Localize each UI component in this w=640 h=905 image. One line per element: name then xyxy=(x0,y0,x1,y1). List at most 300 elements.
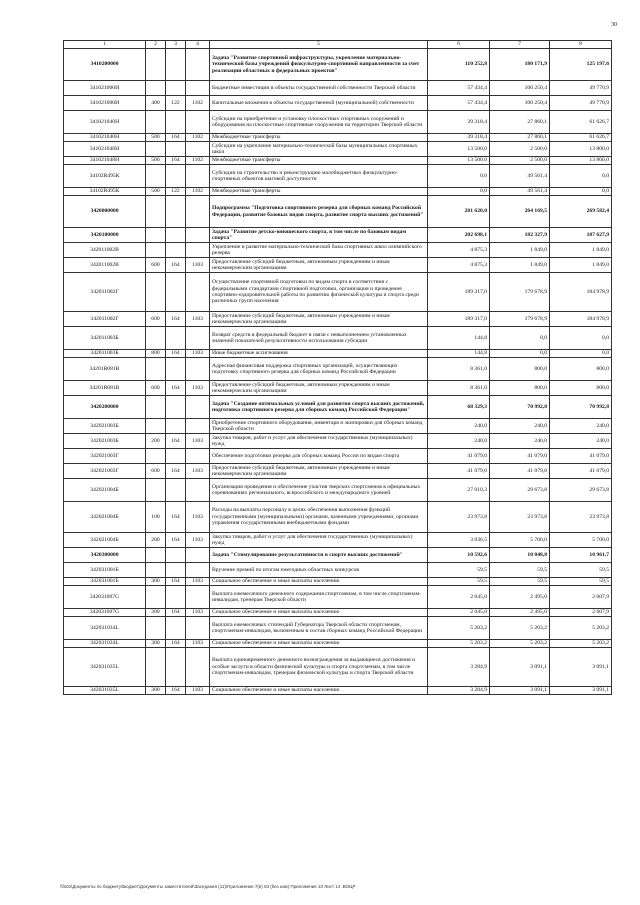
row-value-2020-cell: 3 091,1 xyxy=(550,687,612,695)
row-code-cell: 342031034L xyxy=(64,617,146,640)
row-value-2020-cell: 184 978,9 xyxy=(550,273,612,312)
row-value-2018-cell: 13 500,0 xyxy=(428,157,490,165)
row-col4-cell xyxy=(186,479,210,502)
row-col4-cell xyxy=(186,449,210,464)
row-code-cell: 342011003Б xyxy=(64,350,146,358)
row-name-cell: Субсидии на приобретение и установку плоскостных спортивных сооружений и оборудования на плоскостные спортивные сооружения на территории Тверской области xyxy=(210,111,428,134)
row-value-2019-cell: 5 700,0 xyxy=(490,533,550,548)
row-col4-cell: 1103 xyxy=(186,502,210,533)
row-col3-cell: 164 xyxy=(166,464,186,479)
row-value-2019-cell: 59,5 xyxy=(490,563,550,578)
row-col4-cell xyxy=(186,142,210,157)
row-col3-cell: 164 xyxy=(166,312,186,327)
row-code-cell: 3410200000 xyxy=(64,49,146,81)
row-value-2020-cell: 184 978,9 xyxy=(550,312,612,327)
row-col2-cell: 600 xyxy=(146,381,166,396)
row-name-cell: Предоставление субсидий бюджетным, автономным учреждениям и иным некоммерческим организациям xyxy=(210,312,428,327)
row-code-cell: 342031001Б xyxy=(64,578,146,586)
row-value-2020-cell: 41 079,0 xyxy=(550,449,612,464)
row-col3-cell: 164 xyxy=(166,434,186,449)
row-col4-cell xyxy=(186,358,210,381)
table-body xyxy=(64,41,612,695)
row-col3-cell: 164 xyxy=(166,381,186,396)
row-col4-cell xyxy=(186,273,210,312)
row-value-2018-cell: 68 329,3 xyxy=(428,396,490,419)
row-code-cell: 342011002Г xyxy=(64,273,146,312)
row-code-cell: 342021004Б xyxy=(64,533,146,548)
table-row xyxy=(64,548,612,563)
row-col2-cell xyxy=(146,273,166,312)
row-code-cell: 342031034L xyxy=(64,640,146,648)
row-col3-cell xyxy=(166,563,186,578)
row-code-cell: 341021040Н xyxy=(64,111,146,134)
row-col2-cell xyxy=(146,563,166,578)
row-value-2020-cell: 59,5 xyxy=(550,578,612,586)
row-name-cell: Субсидии на строительство и реконструкцию малобюджетных физкультурно-спортивных объектов шаговой доступности xyxy=(210,165,428,188)
row-value-2020-cell: 2 607,9 xyxy=(550,609,612,617)
row-value-2019-cell: 182 327,9 xyxy=(490,228,550,243)
row-value-2019-cell: 5 203,2 xyxy=(490,617,550,640)
row-col3-cell xyxy=(166,548,186,563)
row-code-cell: 341021000И xyxy=(64,96,146,111)
row-col3-cell xyxy=(166,273,186,312)
row-value-2020-cell: 23 973,8 xyxy=(550,502,612,533)
row-value-2019-cell: 2 500,0 xyxy=(490,157,550,165)
row-col2-cell: 200 xyxy=(146,533,166,548)
row-value-2019-cell: 10 848,8 xyxy=(490,548,550,563)
row-value-2018-cell: 0,0 xyxy=(428,165,490,188)
row-col2-cell xyxy=(146,196,166,228)
row-name-cell: Иные бюджетные ассигнования xyxy=(210,350,428,358)
row-col3-cell xyxy=(166,228,186,243)
row-value-2020-cell: 13 800,0 xyxy=(550,142,612,157)
row-value-2020-cell: 240,0 xyxy=(550,434,612,449)
row-value-2020-cell: 3 091,1 xyxy=(550,648,612,687)
row-value-2018-cell: 240,0 xyxy=(428,434,490,449)
row-col4-cell xyxy=(186,49,210,81)
row-col4-cell: 1103 xyxy=(186,609,210,617)
header-cell: 2 xyxy=(146,41,166,49)
row-value-2018-cell: 3 284,9 xyxy=(428,648,490,687)
row-value-2018-cell: 0,0 xyxy=(428,188,490,196)
row-code-cell: 342021003Г xyxy=(64,449,146,464)
row-col2-cell xyxy=(146,419,166,434)
row-code-cell: 341021000И xyxy=(64,81,146,96)
row-code-cell: 342031007G xyxy=(64,609,146,617)
row-col3-cell xyxy=(166,419,186,434)
row-col3-cell xyxy=(166,142,186,157)
row-col4-cell xyxy=(186,419,210,434)
row-col3-cell xyxy=(166,617,186,640)
row-name-cell: Социальное обеспечение и иные выплаты населению xyxy=(210,609,428,617)
row-code-cell: 342021003Б xyxy=(64,419,146,434)
table-row xyxy=(64,96,612,111)
row-col2-cell xyxy=(146,479,166,502)
row-value-2019-cell: 2 495,0 xyxy=(490,586,550,609)
row-value-2019-cell: 49 561,4 xyxy=(490,188,550,196)
table-row xyxy=(64,81,612,96)
row-code-cell: 34102R495К xyxy=(64,188,146,196)
row-value-2018-cell: 202 698,1 xyxy=(428,228,490,243)
row-name-cell: Задача "Развитие детско-юношеского спорта, в том числе по базовым видам спорта" xyxy=(210,228,428,243)
row-col2-cell xyxy=(146,142,166,157)
row-col2-cell: 100 xyxy=(146,502,166,533)
row-col2-cell xyxy=(146,111,166,134)
row-col2-cell: 300 xyxy=(146,687,166,695)
row-col3-cell: 164 xyxy=(166,350,186,358)
row-col4-cell xyxy=(186,327,210,350)
table-row xyxy=(64,533,612,548)
row-value-2018-cell: 240,0 xyxy=(428,419,490,434)
row-value-2020-cell: 70 992,8 xyxy=(550,396,612,419)
table-row xyxy=(64,196,612,228)
row-value-2018-cell: 8 361,0 xyxy=(428,381,490,396)
row-col2-cell xyxy=(146,49,166,81)
row-value-2019-cell: 179 678,9 xyxy=(490,312,550,327)
header-cell: 3 xyxy=(166,41,186,49)
row-code-cell: 342021004Б xyxy=(64,502,146,533)
row-value-2020-cell: 2 607,9 xyxy=(550,586,612,609)
row-col2-cell: 600 xyxy=(146,258,166,273)
row-value-2018-cell: 13 500,0 xyxy=(428,142,490,157)
row-value-2018-cell: 2 045,0 xyxy=(428,609,490,617)
row-value-2018-cell: 41 079,0 xyxy=(428,464,490,479)
row-col3-cell xyxy=(166,358,186,381)
row-col4-cell xyxy=(186,396,210,419)
row-code-cell: 341021040Н xyxy=(64,134,146,142)
table-row xyxy=(64,228,612,243)
row-code-cell: 342011002В xyxy=(64,258,146,273)
row-value-2018-cell: 27 010,3 xyxy=(428,479,490,502)
row-col3-cell xyxy=(166,49,186,81)
row-code-cell: 3420200000 xyxy=(64,396,146,419)
row-value-2018-cell: 5 203,2 xyxy=(428,640,490,648)
table-row xyxy=(64,563,612,578)
row-name-cell: Приобретение спортивного оборудования, инвентаря и экипировки для сборных команд Тверской области xyxy=(210,419,428,434)
row-code-cell: 34201R081В xyxy=(64,381,146,396)
row-col4-cell xyxy=(186,648,210,687)
row-value-2019-cell: 5 203,2 xyxy=(490,640,550,648)
row-value-2019-cell: 100 250,4 xyxy=(490,96,550,111)
row-col4-cell: 1102 xyxy=(186,96,210,111)
row-code-cell: 34201R081В xyxy=(64,358,146,381)
row-value-2018-cell: 144,8 xyxy=(428,327,490,350)
row-value-2018-cell: 189 317,0 xyxy=(428,312,490,327)
row-value-2019-cell: 240,0 xyxy=(490,434,550,449)
table-row xyxy=(64,434,612,449)
row-col2-cell xyxy=(146,617,166,640)
row-value-2018-cell: 4 875,3 xyxy=(428,243,490,258)
row-col4-cell xyxy=(186,586,210,609)
row-col3-cell xyxy=(166,327,186,350)
row-value-2020-cell: 0,0 xyxy=(550,165,612,188)
row-name-cell: Закупка товаров, работ и услуг для обеспечения государственных (муниципальных) нужд xyxy=(210,434,428,449)
row-value-2018-cell: 5 203,2 xyxy=(428,617,490,640)
row-col3-cell: 164 xyxy=(166,687,186,695)
row-value-2019-cell: 800,0 xyxy=(490,381,550,396)
row-col2-cell xyxy=(146,165,166,188)
row-col4-cell: 1103 xyxy=(186,687,210,695)
row-col2-cell xyxy=(146,586,166,609)
table-row xyxy=(64,134,612,142)
row-col3-cell xyxy=(166,196,186,228)
header-cell: 7 xyxy=(490,41,550,49)
row-col3-cell: 164 xyxy=(166,157,186,165)
row-value-2019-cell: 29 673,8 xyxy=(490,479,550,502)
table-row xyxy=(64,648,612,687)
row-value-2019-cell: 2 495,0 xyxy=(490,609,550,617)
header-cell: 6 xyxy=(428,41,490,49)
table-row xyxy=(64,578,612,586)
row-value-2019-cell: 800,0 xyxy=(490,358,550,381)
row-col3-cell: 164 xyxy=(166,578,186,586)
page-number: 30 xyxy=(611,22,617,28)
row-col4-cell: 1103 xyxy=(186,381,210,396)
row-col2-cell: 600 xyxy=(146,464,166,479)
row-col4-cell: 1103 xyxy=(186,640,210,648)
row-name-cell: Выплата единовременного денежного вознаграждения за выдающиеся достижения и особые заслуги в области физической культуры и спорта спортсменам, в том числе спортсменам-инвалидам, тренерам физической культуры и спорта Тверской области xyxy=(210,648,428,687)
row-value-2020-cell: 125 197,6 xyxy=(550,49,612,81)
row-name-cell: Бюджетные инвестиции в объекты государственной собственности Тверской области xyxy=(210,81,428,96)
row-col3-cell xyxy=(166,243,186,258)
row-col2-cell: 300 xyxy=(146,578,166,586)
row-value-2019-cell: 3 091,1 xyxy=(490,687,550,695)
row-value-2019-cell: 59,5 xyxy=(490,578,550,586)
row-col2-cell: 200 xyxy=(146,434,166,449)
table-row xyxy=(64,188,612,196)
row-col4-cell xyxy=(186,196,210,228)
row-value-2019-cell: 0,0 xyxy=(490,350,550,358)
row-name-cell: Осуществление спортивной подготовки по видам спорта в соответствии с федеральными стандартами спортивной подготовки, организация и проведение спортивно-оздоровительной работы по развитию физической культуры и спорта среди различных групп населения xyxy=(210,273,428,312)
row-col4-cell: 1103 xyxy=(186,434,210,449)
row-value-2019-cell: 179 678,9 xyxy=(490,273,550,312)
row-value-2019-cell: 41 079,0 xyxy=(490,464,550,479)
row-col4-cell xyxy=(186,111,210,134)
row-col3-cell xyxy=(166,111,186,134)
row-value-2018-cell: 23 973,8 xyxy=(428,502,490,533)
row-value-2018-cell: 41 079,0 xyxy=(428,449,490,464)
table-row xyxy=(64,396,612,419)
row-value-2020-cell: 5 700,0 xyxy=(550,533,612,548)
row-value-2020-cell: 5 203,2 xyxy=(550,640,612,648)
row-value-2018-cell: 39 318,4 xyxy=(428,134,490,142)
header-cell: 4 xyxy=(186,41,210,49)
row-code-cell: 341021048Н xyxy=(64,157,146,165)
row-value-2018-cell: 3 284,9 xyxy=(428,687,490,695)
table-row xyxy=(64,464,612,479)
row-value-2020-cell: 61 626,7 xyxy=(550,134,612,142)
row-col3-cell xyxy=(166,586,186,609)
row-col2-cell xyxy=(146,243,166,258)
row-value-2019-cell: 1 849,0 xyxy=(490,243,550,258)
row-col2-cell: 300 xyxy=(146,609,166,617)
row-col2-cell xyxy=(146,548,166,563)
row-value-2020-cell: 800,0 xyxy=(550,381,612,396)
row-name-cell: Вручение премий по итогам ежегодных областных конкурсов xyxy=(210,563,428,578)
table-row xyxy=(64,419,612,434)
budget-table xyxy=(63,40,612,695)
row-value-2020-cell: 10 961,7 xyxy=(550,548,612,563)
table-row xyxy=(64,479,612,502)
table-row xyxy=(64,350,612,358)
row-col2-cell xyxy=(146,327,166,350)
row-col2-cell: 600 xyxy=(146,312,166,327)
row-name-cell: Адресная финансовая поддержка спортивных организаций, осуществляющих подготовку спортивного резерва для сборных команд Российской Федерации xyxy=(210,358,428,381)
table-row xyxy=(64,502,612,533)
row-name-cell: Межбюджетные трансферты xyxy=(210,188,428,196)
row-code-cell: 342031001Б xyxy=(64,563,146,578)
row-value-2019-cell: 100 250,4 xyxy=(490,81,550,96)
row-name-cell: Задача "Развитие спортивной инфраструктуры, укрепление материально-технической базы учреждений физкультурно-спортивной направленности за счет реализации областных и федеральных проектов" xyxy=(210,49,428,81)
row-value-2018-cell: 39 318,4 xyxy=(428,111,490,134)
row-col2-cell xyxy=(146,358,166,381)
row-name-cell: Субсидии на укрепление материально-технической базы муниципальных спортивных школ xyxy=(210,142,428,157)
row-name-cell: Подпрограмма "Подготовка спортивного резерва для сборных команд Российской Федерации, развитие базовых видов спорта, развитие спорта высших достижений" xyxy=(210,196,428,228)
row-col4-cell: 1102 xyxy=(186,134,210,142)
row-value-2018-cell: 189 317,0 xyxy=(428,273,490,312)
row-name-cell: Закупка товаров, работ и услуг для обеспечения государственных (муниципальных) нужд xyxy=(210,533,428,548)
row-value-2019-cell: 2 500,0 xyxy=(490,142,550,157)
row-value-2018-cell: 10 592,6 xyxy=(428,548,490,563)
row-col2-cell: 800 xyxy=(146,350,166,358)
row-value-2020-cell: 41 079,0 xyxy=(550,464,612,479)
table-row xyxy=(64,243,612,258)
row-name-cell: Капитальные вложения в объекты государственной (муниципальной) собственности xyxy=(210,96,428,111)
row-name-cell: Задача "Стимулирование результативности в спорте высших достижений" xyxy=(210,548,428,563)
row-col4-cell xyxy=(186,165,210,188)
row-name-cell: Межбюджетные трансферты xyxy=(210,134,428,142)
row-value-2020-cell: 29 673,8 xyxy=(550,479,612,502)
row-name-cell: Социальное обеспечение и иные выплаты населению xyxy=(210,578,428,586)
row-col4-cell: 1102 xyxy=(186,157,210,165)
row-col4-cell xyxy=(186,81,210,96)
row-code-cell: 3420100000 xyxy=(64,228,146,243)
row-value-2018-cell: 57 434,4 xyxy=(428,96,490,111)
row-col2-cell xyxy=(146,396,166,419)
row-code-cell: 34102R495К xyxy=(64,165,146,188)
header-cell: 5 xyxy=(210,41,428,49)
row-name-cell: Социальное обеспечение и иные выплаты населению xyxy=(210,640,428,648)
row-col2-cell: 500 xyxy=(146,188,166,196)
row-value-2018-cell: 8 361,0 xyxy=(428,358,490,381)
table-row xyxy=(64,358,612,381)
row-col2-cell xyxy=(146,81,166,96)
row-col4-cell xyxy=(186,243,210,258)
row-col4-cell xyxy=(186,563,210,578)
row-value-2020-cell: 269 582,4 xyxy=(550,196,612,228)
row-col3-cell xyxy=(166,396,186,419)
row-col4-cell: 1103 xyxy=(186,464,210,479)
row-col3-cell xyxy=(166,479,186,502)
row-col4-cell: 1103 xyxy=(186,533,210,548)
row-value-2020-cell: 1 849,0 xyxy=(550,243,612,258)
row-value-2019-cell: 180 171,9 xyxy=(490,49,550,81)
row-col3-cell: 164 xyxy=(166,134,186,142)
row-col3-cell: 164 xyxy=(166,533,186,548)
row-name-cell: Межбюджетные трансферты xyxy=(210,157,428,165)
table-row xyxy=(64,111,612,134)
row-name-cell: Укрепление и развитие материально-технической базы спортивных школ олимпийского резерва xyxy=(210,243,428,258)
row-col3-cell: 164 xyxy=(166,640,186,648)
header-cell: 1 xyxy=(64,41,146,49)
table-row xyxy=(64,617,612,640)
row-col3-cell: 122 xyxy=(166,188,186,196)
row-value-2020-cell: 240,0 xyxy=(550,419,612,434)
row-value-2019-cell: 23 973,8 xyxy=(490,502,550,533)
row-name-cell: Предоставление субсидий бюджетным, автономным учреждениям и иным некоммерческим организациям xyxy=(210,464,428,479)
row-col2-cell xyxy=(146,228,166,243)
row-col3-cell xyxy=(166,165,186,188)
table-row xyxy=(64,49,612,81)
row-name-cell: Выплата ежемесячных стипендий Губернатора Тверской области спортсменам, спортсменам-инвалидам, включенным в состав сборных команд Российской Федерации xyxy=(210,617,428,640)
row-col3-cell: 164 xyxy=(166,258,186,273)
row-value-2018-cell: 59,5 xyxy=(428,578,490,586)
row-value-2018-cell: 144,8 xyxy=(428,350,490,358)
row-col2-cell: 400 xyxy=(146,96,166,111)
table-row xyxy=(64,586,612,609)
row-col4-cell: 1103 xyxy=(186,312,210,327)
row-col2-cell: 300 xyxy=(146,640,166,648)
row-value-2020-cell: 800,0 xyxy=(550,358,612,381)
row-value-2019-cell: 3 091,1 xyxy=(490,648,550,687)
row-name-cell: Задача "Создание оптимальных условий для развития спорта высших достижений, подготовка спортивного резерва для сборных команд Российской Федерации" xyxy=(210,396,428,419)
row-code-cell: 342031035L xyxy=(64,687,146,695)
table-row xyxy=(64,165,612,188)
header-row xyxy=(64,41,612,49)
row-col3-cell xyxy=(166,449,186,464)
row-value-2018-cell: 110 252,8 xyxy=(428,49,490,81)
row-value-2019-cell: 264 169,5 xyxy=(490,196,550,228)
row-name-cell: Предоставление субсидий бюджетным, автономным учреждениям и иным некоммерческим организациям xyxy=(210,381,428,396)
row-value-2019-cell: 240,0 xyxy=(490,419,550,434)
footer-file-path: \\fs02\Документы по бюджету\Бюджет\Документы заместителей\Заседания (11)\Приложение 7(в) 03 (без изм) Приложение 10 Лист 14 .ВОЦР xyxy=(60,884,356,889)
row-col3-cell: 164 xyxy=(166,502,186,533)
row-col3-cell: 122 xyxy=(166,96,186,111)
row-name-cell: Выплата ежемесячного денежного содержания спортсменам, в том числе спортсменам-инвалидам, тренерам Тверской области xyxy=(210,586,428,609)
row-code-cell: 341021048Н xyxy=(64,142,146,157)
row-col4-cell xyxy=(186,617,210,640)
row-col4-cell xyxy=(186,548,210,563)
row-value-2020-cell: 0,0 xyxy=(550,350,612,358)
row-name-cell: Возврат средств в федеральный бюджет в связи с невыполнением установленных значений показателей результативности использования субсидии xyxy=(210,327,428,350)
table-row xyxy=(64,312,612,327)
row-col3-cell xyxy=(166,81,186,96)
row-name-cell: Организация проведения и обеспечение участия тверских спортсменов в официальных соревнованиях регионального, всероссийского и международного уровней xyxy=(210,479,428,502)
row-code-cell: 342011003Б xyxy=(64,327,146,350)
row-code-cell: 342021003Б xyxy=(64,434,146,449)
table-row xyxy=(64,258,612,273)
row-value-2018-cell: 59,5 xyxy=(428,563,490,578)
row-value-2020-cell: 13 800,0 xyxy=(550,157,612,165)
row-value-2019-cell: 1 849,0 xyxy=(490,258,550,273)
row-name-cell: Социальное обеспечение и иные выплаты населению xyxy=(210,687,428,695)
row-value-2020-cell: 49 770,9 xyxy=(550,96,612,111)
row-code-cell: 342011002Г xyxy=(64,312,146,327)
row-code-cell: 342011002В xyxy=(64,243,146,258)
row-col4-cell: 1102 xyxy=(186,188,210,196)
row-value-2020-cell: 0,0 xyxy=(550,327,612,350)
table-row xyxy=(64,640,612,648)
row-col3-cell: 164 xyxy=(166,609,186,617)
row-value-2019-cell: 27 860,1 xyxy=(490,111,550,134)
row-value-2019-cell: 27 860,1 xyxy=(490,134,550,142)
table-row xyxy=(64,273,612,312)
row-value-2018-cell: 4 875,3 xyxy=(428,258,490,273)
row-value-2019-cell: 49 561,4 xyxy=(490,165,550,188)
row-value-2020-cell: 187 627,9 xyxy=(550,228,612,243)
table-row xyxy=(64,157,612,165)
row-col4-cell xyxy=(186,228,210,243)
